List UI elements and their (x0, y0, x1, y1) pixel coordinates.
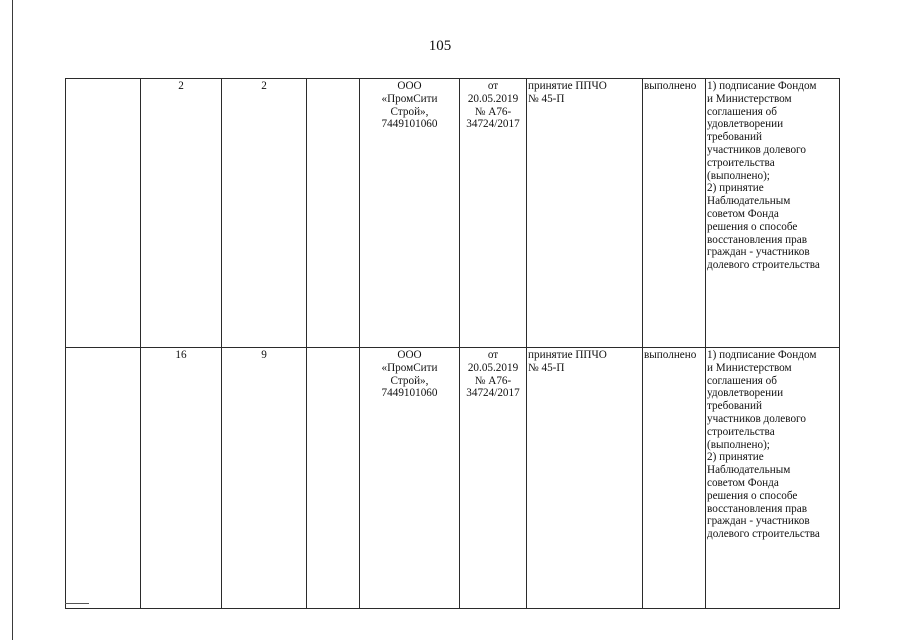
note-line: (выполнено); (707, 169, 770, 182)
note-line: Наблюдательным (707, 195, 791, 208)
note-line: 1) подписание Фондом (707, 349, 817, 361)
table-row (66, 79, 840, 348)
note-line: участников долевого (707, 143, 806, 156)
note-line: долевого строительства (707, 528, 820, 541)
organization-line: «ПромСити (381, 361, 438, 374)
cell-number-a: 2 (141, 79, 222, 348)
note-line: удовлетворении (707, 387, 784, 400)
organization-line: Строй», (390, 374, 429, 387)
court-case-line: 34724/2017 (466, 118, 520, 131)
cell-status: выполнено (643, 79, 706, 348)
court-case-line: от (487, 349, 499, 361)
cell-decision (527, 79, 643, 348)
note-line: решения о способе (707, 489, 798, 502)
court-case-line: от (487, 80, 499, 92)
cell-empty (66, 79, 141, 348)
cell-number-b: 9 (222, 348, 307, 609)
note-line: Наблюдательным (707, 464, 791, 477)
court-case-line: № А76- (474, 374, 512, 387)
cell-notes (706, 348, 840, 609)
organization-line: Строй», (390, 105, 429, 118)
scan-mark (65, 603, 89, 604)
court-case-line: 20.05.2019 (467, 361, 519, 374)
note-line: соглашения об (707, 105, 777, 118)
note-line: и Министерством (707, 92, 792, 105)
cell-court-case (460, 79, 527, 348)
cell-decision (527, 348, 643, 609)
court-case-line: 34724/2017 (466, 387, 520, 400)
document-table (65, 78, 840, 609)
note-line: 1) подписание Фондом (707, 80, 817, 92)
cell-notes (706, 79, 840, 348)
organization-line: ООО (397, 80, 422, 92)
note-line: участников долевого (707, 412, 806, 425)
note-line: требований (707, 400, 762, 413)
note-line: удовлетворении (707, 118, 784, 131)
decision-line: принятие ППЧО (528, 80, 607, 92)
note-line: и Министерством (707, 361, 792, 374)
cell-empty (307, 348, 360, 609)
page-number: 105 (428, 38, 452, 54)
note-line: решения о способе (707, 220, 798, 233)
note-line: советом Фонда (707, 207, 779, 220)
note-line: (выполнено); (707, 438, 770, 451)
court-case-line: 20.05.2019 (467, 92, 519, 105)
cell-number-a: 16 (141, 348, 222, 609)
organization-line: 7449101060 (381, 387, 438, 400)
cell-organization (360, 348, 460, 609)
note-line: граждан - участников (707, 246, 810, 259)
note-line: 2) принятие (707, 182, 764, 195)
note-line: строительства (707, 156, 775, 169)
note-line: граждан - участников (707, 515, 810, 528)
note-line: соглашения об (707, 374, 777, 387)
note-line: требований (707, 131, 762, 144)
note-line: советом Фонда (707, 476, 779, 489)
organization-line: «ПромСити (381, 92, 438, 105)
cell-court-case (460, 348, 527, 609)
cell-empty (66, 348, 141, 609)
cell-organization (360, 79, 460, 348)
cell-empty (307, 79, 360, 348)
note-line: восстановления прав (707, 502, 808, 515)
organization-line: 7449101060 (381, 118, 438, 131)
court-case-line: № А76- (474, 105, 512, 118)
page-edge-line (12, 0, 13, 640)
table-row (66, 348, 840, 609)
note-line: долевого строительства (707, 259, 820, 272)
decision-line: № 45-П (528, 92, 565, 105)
note-line: строительства (707, 425, 775, 438)
note-line: восстановления прав (707, 233, 808, 246)
decision-line: принятие ППЧО (528, 349, 607, 361)
note-line: 2) принятие (707, 451, 764, 464)
organization-line: ООО (397, 349, 422, 361)
cell-status: выполнено (643, 348, 706, 609)
decision-line: № 45-П (528, 361, 565, 374)
cell-number-b: 2 (222, 79, 307, 348)
